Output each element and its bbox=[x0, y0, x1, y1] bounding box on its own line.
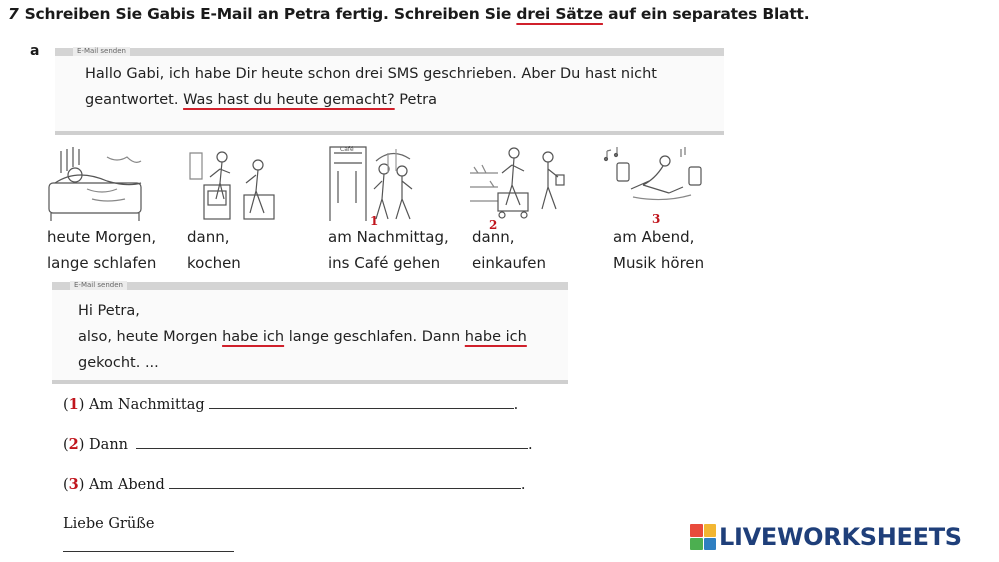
answer-prompt: Am Abend bbox=[89, 477, 165, 493]
cooking-people-icon bbox=[184, 143, 284, 223]
svg-text:Café: Café bbox=[340, 146, 354, 153]
period: . bbox=[513, 397, 519, 413]
email-body bbox=[78, 298, 527, 376]
paren: ( bbox=[63, 397, 69, 413]
music-listening-icon bbox=[603, 143, 703, 223]
sleeping-person-icon bbox=[47, 143, 147, 223]
email-signature: Petra bbox=[394, 92, 437, 108]
email-line-2-start: geantwortet. bbox=[85, 92, 184, 108]
period: . bbox=[520, 477, 526, 493]
email-from-gabi bbox=[52, 282, 568, 384]
part-label: a bbox=[30, 43, 40, 59]
email-from-petra bbox=[55, 48, 724, 135]
activity-caption-4 bbox=[472, 224, 546, 276]
title-underlined-phrase: drei Sätze bbox=[516, 5, 603, 23]
email-question: Was hast du heute gemacht? bbox=[183, 92, 395, 108]
answer-row-1 bbox=[63, 395, 518, 413]
period: . bbox=[528, 437, 533, 453]
email-highlight: habe ich bbox=[464, 329, 527, 345]
email-header-bar bbox=[55, 48, 724, 56]
answer-input-2[interactable] bbox=[136, 435, 528, 449]
logo-text: LIVEWORKSHEETS bbox=[719, 523, 962, 551]
answer-input-1[interactable] bbox=[209, 395, 514, 409]
activity-time: am Nachmittag, bbox=[328, 228, 449, 246]
answer-input-3[interactable] bbox=[169, 475, 521, 489]
email-text: lange geschlafen. Dann bbox=[284, 329, 465, 345]
shopping-couple-icon bbox=[468, 143, 568, 223]
activity-time: am Abend, bbox=[613, 228, 695, 246]
email-line-2 bbox=[78, 324, 527, 350]
logo-square bbox=[690, 538, 703, 551]
activity-caption-5 bbox=[613, 224, 704, 276]
activity-caption-3 bbox=[328, 224, 449, 276]
email-line-1: Hallo Gabi, ich habe Dir heute schon drei SMS geschrieben. Aber Du hast nicht bbox=[85, 66, 657, 82]
activity-time: dann, bbox=[187, 228, 230, 246]
email-send-label: E-Mail senden bbox=[70, 281, 127, 290]
activity-time: heute Morgen, bbox=[47, 228, 157, 246]
activity-time: dann, bbox=[472, 228, 515, 246]
paren: ( bbox=[63, 437, 69, 453]
activity-action: lange schlafen bbox=[47, 254, 157, 272]
picture-number-2: 2 bbox=[489, 218, 498, 232]
email-greeting: Hi Petra, bbox=[78, 303, 140, 319]
logo-square bbox=[704, 538, 717, 551]
liveworksheets-logo bbox=[690, 522, 962, 552]
email-text: also, heute Morgen bbox=[78, 329, 223, 345]
activity-caption-1 bbox=[47, 224, 156, 276]
email-highlight: habe ich bbox=[222, 329, 285, 345]
exercise-number: 7 bbox=[8, 5, 19, 23]
exercise-title bbox=[8, 5, 809, 23]
email-send-label: E-Mail senden bbox=[73, 47, 130, 56]
cafe-couple-icon bbox=[326, 143, 426, 223]
title-text-end: auf ein separates Blatt. bbox=[602, 5, 810, 23]
activity-action: Musik hören bbox=[613, 254, 705, 272]
answer-prompt: Am Nachmittag bbox=[89, 397, 205, 413]
activity-action: kochen bbox=[187, 254, 241, 272]
activity-action: einkaufen bbox=[472, 254, 547, 272]
answer-prompt: Dann bbox=[89, 437, 128, 453]
liveworksheets-logo-icon bbox=[690, 524, 716, 550]
email-body bbox=[85, 61, 657, 113]
title-text-start: Schreiben Sie Gabis E-Mail an Petra fertig. Schreiben Sie bbox=[24, 5, 517, 23]
paren: ( bbox=[63, 477, 69, 493]
email-header-bar bbox=[52, 282, 568, 290]
paren: ) bbox=[78, 397, 90, 413]
picture-number-3: 3 bbox=[652, 212, 661, 226]
logo-square bbox=[704, 524, 717, 537]
email-line-2 bbox=[85, 87, 657, 113]
paren: ) bbox=[78, 437, 90, 453]
answer-number: 2 bbox=[68, 436, 79, 453]
answer-row-2 bbox=[63, 435, 533, 453]
answer-row-3 bbox=[63, 475, 525, 493]
signature-line[interactable] bbox=[63, 551, 234, 552]
paren: ) bbox=[78, 477, 90, 493]
activity-caption-2 bbox=[187, 224, 241, 276]
activity-action: ins Café gehen bbox=[328, 254, 441, 272]
picture-number-1: 1 bbox=[370, 214, 379, 228]
answer-number: 1 bbox=[68, 396, 79, 413]
answer-number: 3 bbox=[68, 476, 79, 493]
email-line-3: gekocht. ... bbox=[78, 355, 159, 371]
logo-square bbox=[690, 524, 703, 537]
closing-greeting: Liebe Grüße bbox=[63, 516, 155, 532]
